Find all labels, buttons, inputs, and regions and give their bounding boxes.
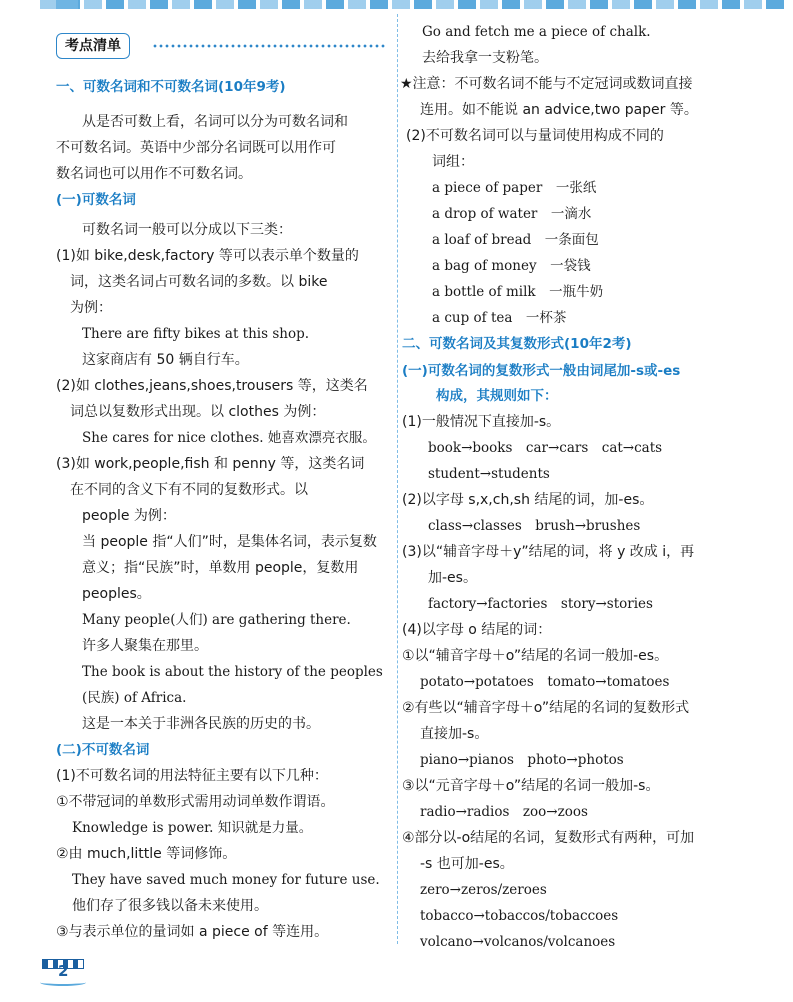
left-text-line: people 为例： (82, 508, 176, 524)
right-text-line: factory→factories story→stories (428, 596, 653, 612)
right-text-line: a drop of water 一滴水 (432, 206, 592, 222)
left-text-line: Knowledge is power. 知识就是力量。 (72, 820, 313, 836)
left-text-line: 在不同的含义下有不同的复数形式。以 (70, 482, 308, 498)
right-text-line: a piece of paper 一张纸 (432, 180, 597, 196)
left-text-line: 可数名词一般可以分成以下三类： (82, 222, 292, 238)
left-text-line: 数名词也可以用作不可数名词。 (56, 166, 252, 182)
left-text-line: peoples。 (82, 586, 151, 602)
right-text-line: zero→zeros/zeroes (420, 882, 547, 898)
left-text-line: ①不带冠词的单数形式需用动词单数作谓语。 (56, 794, 335, 810)
right-text-line: a loaf of bread 一条面包 (432, 232, 599, 248)
right-text-line: radio→radios zoo→zoos (420, 804, 588, 820)
right-text-line: (2)不可数名词可以与量词使用构成不同的 (406, 128, 664, 144)
column-divider (397, 14, 398, 944)
left-text-line: 一、可数名词和不可数名词(10年9考) (56, 79, 286, 95)
dotted-rule (152, 44, 387, 48)
right-text-line: 二、可数名词及其复数形式(10年2考) (402, 336, 632, 352)
left-text-line: (1)不可数名词的用法特征主要有以下几种： (56, 768, 328, 784)
right-text-line: Go and fetch me a piece of chalk. (422, 24, 651, 40)
left-text-line: ③与表示单位的量词如 a piece of 等连用。 (56, 924, 329, 940)
top-stripe-cap (56, 0, 78, 9)
left-text-line: 从是否可数上看，名词可以分为可数名词和 (82, 114, 348, 130)
right-text-line: a bottle of milk 一瓶牛奶 (432, 284, 604, 300)
right-text-line: (4)以字母 o 结尾的词： (402, 622, 552, 638)
left-text-line: 他们存了很多钱以备未来使用。 (72, 898, 268, 914)
right-text-line: potato→potatoes tomato→tomatoes (420, 674, 670, 690)
left-text-line: The book is about the history of the peoples (82, 664, 383, 680)
section-badge: 考点清单 (56, 33, 130, 59)
left-text-line: She cares for nice clothes. 她喜欢漂亮衣服。 (82, 430, 376, 446)
right-text-line: piano→pianos photo→photos (420, 752, 624, 768)
right-text-line: (2)以字母 s,x,ch,sh 结尾的词，加-es。 (402, 492, 654, 508)
right-text-line: (一)可数名词的复数形式一般由词尾加-s或-es (402, 363, 681, 379)
right-text-line: 直接加-s。 (420, 726, 489, 742)
left-text-line: There are fifty bikes at this shop. (82, 326, 310, 342)
left-text-line: (2)如 clothes,jeans,shoes,trousers 等，这类名 (56, 378, 368, 394)
right-text-line: volcano→volcanos/volcanoes (420, 934, 616, 950)
left-text-line: 这家商店有 50 辆自行车。 (82, 352, 249, 368)
left-text-line: 为例： (70, 300, 112, 316)
left-text-line: 这是一本关于非洲各民族的历史的书。 (82, 716, 320, 732)
right-text-line: class→classes brush→brushes (428, 518, 641, 534)
right-text-line: a cup of tea 一杯茶 (432, 310, 567, 326)
left-text-line: (二)不可数名词 (56, 742, 150, 758)
right-text-line: (1)一般情况下直接加-s。 (402, 414, 561, 430)
left-text-line: 不可数名词。英语中少部分名词既可以用作可 (56, 140, 336, 156)
left-text-line: (一)可数名词 (56, 192, 136, 208)
top-stripe (40, 0, 785, 9)
wave-icon (40, 979, 86, 986)
right-text-line: book→books car→cars cat→cats (428, 440, 663, 456)
right-text-line: ①以“辅音字母＋o”结尾的名词一般加-es。 (402, 648, 669, 664)
left-text-line: (1)如 bike,desk,factory 等可以表示单个数量的 (56, 248, 359, 264)
left-text-line: 当 people 指“人们”时，是集体名词，表示复数 (82, 534, 377, 550)
left-text-line: 意义；指“民族”时，单数用 people，复数用 (82, 560, 359, 576)
right-text-line: ④部分以-o结尾的名词，复数形式有两种，可加 (402, 830, 695, 846)
page-number-box (40, 957, 84, 985)
right-text-line: ★注意：不可数名词不能与不定冠词或数词直接 (400, 76, 693, 92)
right-text-line: a bag of money 一袋钱 (432, 258, 591, 274)
left-text-line: (民族) of Africa. (82, 690, 187, 706)
right-text-line: student→students (428, 466, 550, 482)
right-text-line: (3)以“辅音字母＋y”结尾的词，将 y 改成 i，再 (402, 544, 695, 560)
right-text-line: ②有些以“辅音字母＋o”结尾的名词的复数形式 (402, 700, 690, 716)
right-text-line: 去给我拿一支粉笔。 (422, 50, 548, 66)
left-text-line: Many people(人们) are gathering there. (82, 612, 351, 628)
right-text-line: -s 也可加-es。 (420, 856, 514, 872)
left-text-line: 许多人聚集在那里。 (82, 638, 208, 654)
right-text-line: tobacco→tobaccos/tobaccoes (420, 908, 619, 924)
left-text-line: They have saved much money for future use. (72, 872, 380, 888)
right-text-line: 连用。如不能说 an advice,two paper 等。 (420, 102, 698, 118)
left-text-line: ②由 much,little 等词修饰。 (56, 846, 237, 862)
left-text-line: 词总以复数形式出现。以 clothes 为例： (70, 404, 326, 420)
right-text-line: 词组： (432, 154, 474, 170)
right-text-line: 构成，其规则如下： (436, 388, 558, 404)
left-text-line: (3)如 work,people,fish 和 penny 等，这类名词 (56, 456, 365, 472)
page-number: 2 (58, 962, 69, 980)
right-text-line: 加-es。 (428, 570, 477, 586)
left-text-line: 词，这类名词占可数名词的多数。以 bike (70, 274, 328, 290)
top-decorative-band (0, 0, 793, 14)
right-text-line: ③以“元音字母＋o”结尾的名词一般加-s。 (402, 778, 660, 794)
